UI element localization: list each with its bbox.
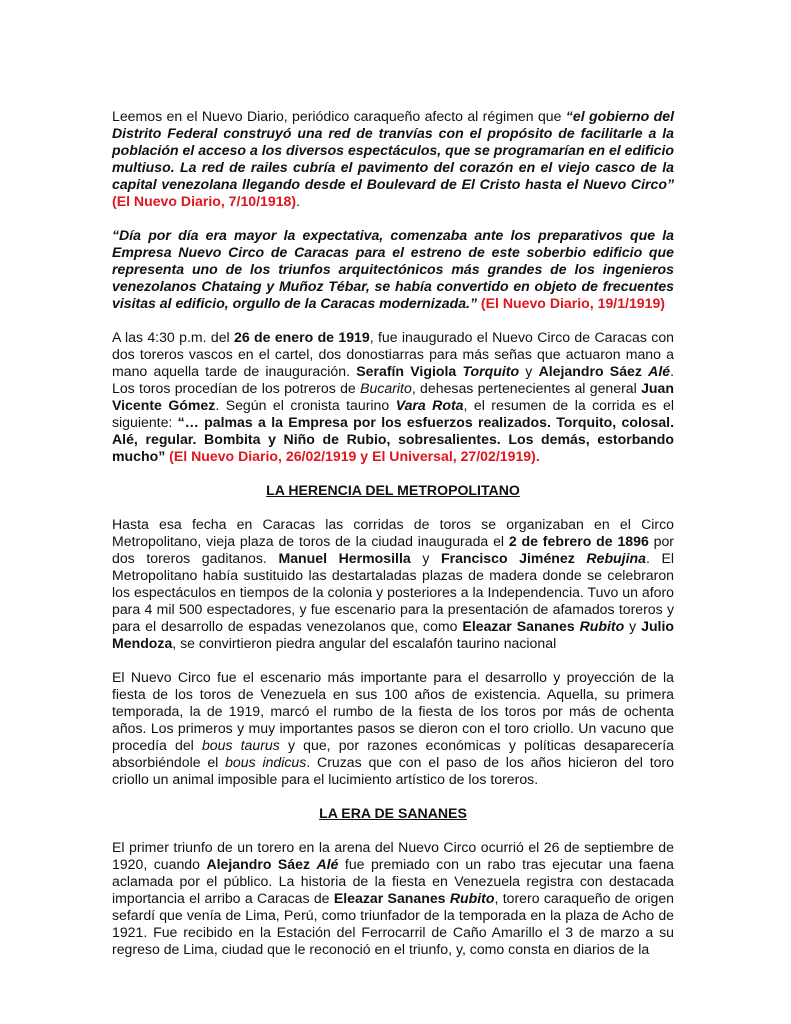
paragraph-nuevo-circo	[112, 669, 674, 788]
text-run: , torero caraqueño de origen sefardí que venía de Lima, Perú, como triunfador de la temporada en la plaza de Acho de 1921. Fue recibido en la Estación del Ferrocarril de Caño Amarillo el 3 de marzo a su regreso de Lima, ciudad que le reconoció en el triunfo, y, como consta en diarios de la	[112, 890, 674, 957]
bold-text: Serafín Vigiola	[356, 363, 463, 379]
bold-text: Alejandro Sáez	[206, 856, 317, 872]
bold-italic-text: Alé	[316, 856, 339, 872]
text-run: fue premiado con un rabo tras ejecutar una faena aclamada por el público. La historia de la fiesta en Venezuela registra con destacada importancia el arribo a Caracas de	[112, 856, 674, 906]
bold-text: Francisco Jiménez	[440, 550, 587, 566]
italic-text: Bucarito	[360, 380, 412, 396]
text-run: .	[296, 193, 301, 209]
bold-text: 26 de enero de 1919	[234, 329, 370, 345]
text-run: , fue inaugurado el Nuevo Circo de Caracas con dos toreros vascos en el cartel, dos donostiarras para más señas que actuaron mano a mano aquella tarde de inauguración.	[112, 329, 675, 379]
bold-italic-text: Torquito	[462, 363, 520, 379]
bold-text: “… palmas a la Empresa por los esfuerzos realizados. Torquito, colosal. Alé, regular. Bombita y Niño de Rubio, sobresalientes. Los demás, estorbando mucho”	[112, 414, 675, 464]
italic-text: bous indicus	[225, 754, 307, 770]
text-run: por dos toreros gaditanos.	[112, 533, 674, 566]
text-run: y	[624, 618, 642, 634]
paragraph-inauguracion	[112, 329, 674, 465]
bold-italic-text: Rubito	[579, 618, 625, 634]
bold-text: Alejandro Sáez	[538, 363, 649, 379]
text-run: Leemos en el Nuevo Diario, periódico caraqueño afecto al régimen que	[112, 108, 566, 124]
bold-text: Eleazar Sananes	[462, 618, 580, 634]
bold-italic-text: Vara Rota	[395, 397, 464, 413]
text-run: Hasta esa fecha en Caracas las corridas de toros se organizaban en el Circo Metropolitano, vieja plaza de toros de la ciudad inaugurada el	[112, 516, 674, 549]
citation-source: (El Nuevo Diario, 7/10/1918)	[112, 193, 297, 209]
text-run: y	[519, 363, 539, 379]
text-run: A las 4:30 p.m. del	[112, 329, 235, 345]
bold-italic-text: “el gobierno del Distrito Federal construyó una red de tranvías con el propósito de facilitarle a la población el acceso a los diversos espectáculos, que se programarían en el edificio multiuso. La red de railes cubría el pavimento del corazón en el viejo casco de la capital venezolana llegando desde el Boulevard de El Cristo hasta el Nuevo Circo”	[112, 108, 674, 192]
text-run: El Nuevo Circo fue el escenario más importante para el desarrollo y proyección de la fiesta de los toros de Venezuela en sus 100 años de existencia. Aquella, su primera temporada, la de 1919, marcó el rumbo de la fiesta de los toros por más de ochenta años. Los primeros y muy importantes pasos se dieron con el toro criollo. Un vacuno que procedía del	[112, 669, 674, 753]
text-run: . El Metropolitano había sustituido las destartaladas plazas de madera donde se celebraron los espectáculos en tiempos de la colonia y posteriores a la Independencia. Tuvo un aforo para 4 mil 500 espectadores, y fue escenario para la presentación de afamados toreros y para el desarrollo de espadas venezolanos que, como	[112, 550, 674, 634]
paragraph-metropolitano	[112, 516, 674, 652]
bold-italic-text: “Día por día era mayor la expectativa, comenzaba ante los preparativos que la Empresa Nuevo Circo de Caracas para el estreno de este soberbio edificio que representa uno de los triunfos arquitectónicos más grandes de los ingenieros venezolanos Chataing y Muñoz Tébar, se había convertido en objeto de frecuentes visitas al edificio, orgullo de la Caracas modernizada.”	[112, 227, 674, 311]
bold-text: Manuel Hermosilla	[278, 550, 411, 566]
bold-italic-text: Alé	[648, 363, 671, 379]
text-run: . Los toros procedían de los potreros de	[112, 363, 675, 396]
bold-text: Juan Vicente Gómez	[112, 380, 674, 413]
text-run: , el resumen de la corrida es el siguiente:	[112, 397, 674, 430]
citation-source: (El Nuevo Diario, 26/02/1919 y El Universal, 27/02/1919).	[169, 448, 540, 464]
citation-source: (El Nuevo Diario, 19/1/1919)	[480, 295, 666, 311]
text-run: y que, por razones económicas y políticas desaparecería absorbiéndole el	[112, 737, 674, 770]
italic-text: bous taurus	[201, 737, 280, 753]
bold-text: Eleazar Sananes	[333, 890, 450, 906]
bold-italic-text: Rubito	[449, 890, 495, 906]
text-run: . Según el cronista taurino	[215, 397, 396, 413]
text-run: El primer triunfo de un torero en la arena del Nuevo Circo ocurrió el 26 de septiembre de 1920, cuando	[112, 839, 674, 872]
paragraph-tranvias	[112, 108, 674, 210]
bold-text: 2 de febrero de 1896	[508, 533, 649, 549]
paragraph-primer-triunfo	[112, 839, 674, 958]
section-heading-herencia: LA HERENCIA DEL METROPOLITANO	[266, 482, 520, 498]
text-run: . Cruzas que con el paso de los años hicieron del toro criollo un animal imposible para el lucimiento artístico de los toreros.	[112, 754, 674, 787]
section-heading-sananes: LA ERA DE SANANES	[319, 805, 467, 821]
paragraph-expectativa	[112, 227, 674, 312]
document-page	[112, 108, 674, 975]
bold-text: Julio Mendoza	[112, 618, 674, 651]
text-run: , dehesas pertenecientes al general	[411, 380, 642, 396]
bold-italic-text: Rebujina	[586, 550, 646, 566]
text-run: y	[410, 550, 441, 566]
text-run: , se convirtieron piedra angular del escalafón taurino nacional	[172, 635, 557, 651]
